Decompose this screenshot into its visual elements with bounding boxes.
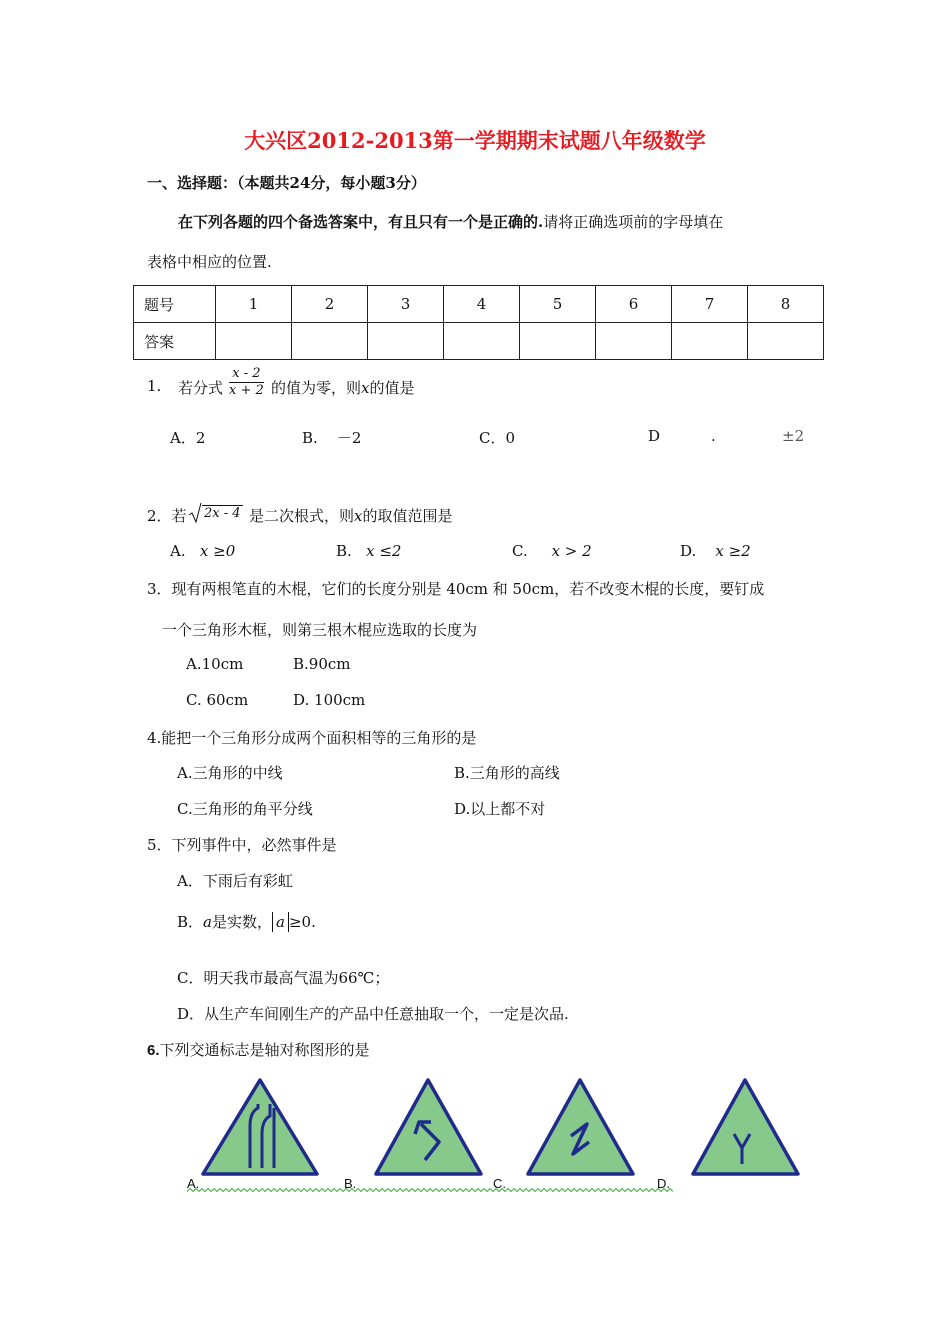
answer-cell[interactable] <box>216 323 292 360</box>
q1-option-b-value: －2 <box>336 429 362 447</box>
q2-sqrt <box>188 502 243 524</box>
table-cell-number: 1 <box>216 286 292 323</box>
q4-text: 4.能把一个三角形分成两个面积相等的三角形的是 <box>147 729 477 747</box>
instruction-rest: 请将正确选项前的字母填在 <box>543 213 724 231</box>
table-header-answer: 答案 <box>134 323 216 360</box>
q2-option-a-label: A. <box>170 542 186 560</box>
section-heading: 一、选择题：（本题共24分，每小题3分） <box>147 174 426 192</box>
q3-line1: 3．现有两根笔直的木棍，它们的长度分别是 40cm 和 50cm，若不改变木棍的长度，要钉成 <box>147 580 765 598</box>
q2-option-d-value: x ≥2 <box>715 542 751 560</box>
instruction-line2: 表格中相应的位置. <box>147 253 272 271</box>
page-title: 大兴区2012-2013第一学期期末试题八年级数学 <box>244 128 706 153</box>
answer-cell[interactable] <box>292 323 368 360</box>
q2-option-b-label: B. <box>336 542 352 560</box>
answer-cell[interactable] <box>444 323 520 360</box>
q5-text: 5．下列事件中，必然事件是 <box>147 836 337 854</box>
q5-option-a[interactable]: A．下雨后有彩虹 <box>177 872 293 890</box>
q4-option-a[interactable]: A.三角形的中线 <box>177 764 283 782</box>
table-cell-number: 6 <box>596 286 672 323</box>
table-cell-number: 4 <box>444 286 520 323</box>
sign-c-icon[interactable] <box>525 1078 635 1178</box>
q1-fraction <box>229 366 264 398</box>
answer-cell[interactable] <box>368 323 444 360</box>
answer-cell[interactable] <box>596 323 672 360</box>
answer-table <box>133 285 824 360</box>
q5-option-b-mid: 是实数， <box>211 913 272 931</box>
q5-option-d[interactable]: D．从生产车间刚生产的产品中任意抽取一个，一定是次品. <box>177 1005 569 1023</box>
q1-option-a[interactable]: A．2 <box>170 429 206 447</box>
table-header-question: 题号 <box>134 286 216 323</box>
q2-option-c[interactable] <box>512 542 592 560</box>
q5-option-b-variable: a <box>203 913 212 931</box>
q2-option-b-value: x ≤2 <box>366 542 402 560</box>
sign-d-icon[interactable] <box>690 1078 800 1178</box>
q1-number: 1. <box>147 377 162 395</box>
q4-option-c[interactable]: C.三角形的角平分线 <box>177 800 313 818</box>
q1-option-b[interactable] <box>302 427 361 448</box>
spellcheck-underline <box>187 1188 673 1192</box>
q2-option-d-label: D. <box>680 542 697 560</box>
q3-option-b[interactable]: B.90cm <box>293 655 351 673</box>
q1-option-d-dot: . <box>711 427 716 445</box>
q1-variable: x <box>361 379 370 397</box>
q1-option-b-label: B. <box>302 429 318 447</box>
q5-option-b-label: B． <box>177 913 204 931</box>
instruction-bold: 在下列各题的四个备选答案中，有且只有一个是正确的. <box>178 213 544 231</box>
instruction-line1 <box>178 211 723 232</box>
q1-prefix: 若分式 <box>178 379 224 397</box>
answer-cell[interactable] <box>748 323 824 360</box>
sign-a-label: A. <box>187 1176 200 1191</box>
fraction-numerator: x - 2 <box>229 366 264 383</box>
q6-text <box>147 1039 370 1060</box>
q2-option-a-value: x ≥0 <box>199 542 236 560</box>
q6-question: 下列交通标志是轴对称图形的是 <box>159 1041 370 1059</box>
q3-line2: 一个三角形木框，则第三根木棍应选取的长度为 <box>162 621 478 639</box>
fraction-denominator: x + 2 <box>229 383 264 398</box>
q1-option-d-label[interactable]: D <box>648 427 661 445</box>
q3-option-d[interactable]: D. 100cm <box>293 691 366 709</box>
q1-option-d-value: ±2 <box>782 427 805 445</box>
q2-text <box>249 505 453 526</box>
q5-option-b-suffix: ≥0. <box>288 913 316 931</box>
sqrt-radicand: 2x - 4 <box>204 506 241 521</box>
q2-option-b[interactable] <box>336 542 401 560</box>
q2-suffix-a: 是二次根式，则 <box>249 507 355 525</box>
q2-variable: x <box>354 507 363 525</box>
q5-option-b[interactable] <box>177 911 316 932</box>
q1-option-c[interactable]: C．0 <box>479 429 516 447</box>
table-cell-number: 7 <box>672 286 748 323</box>
q1-suffix-b: 的值是 <box>369 379 415 397</box>
q2-option-c-label: C. <box>512 542 528 560</box>
q5-absolute-value: a <box>272 912 289 932</box>
table-row <box>134 286 824 323</box>
q2-option-d[interactable] <box>680 542 751 560</box>
q2-number: 2．若 <box>147 507 187 525</box>
sqrt-sign-icon <box>188 502 202 524</box>
sign-c-label: C. <box>493 1176 506 1191</box>
table-row <box>134 323 824 360</box>
q3-option-a[interactable]: A.10cm <box>186 655 244 673</box>
q1-suffix-a: 的值为零，则 <box>271 379 362 397</box>
q1-text <box>271 377 415 398</box>
answer-cell[interactable] <box>520 323 596 360</box>
sign-d-label: D. <box>657 1176 670 1191</box>
q3-option-c[interactable]: C. 60cm <box>186 691 249 709</box>
q4-option-b[interactable]: B.三角形的高线 <box>454 764 560 782</box>
sign-a-icon[interactable] <box>200 1078 320 1178</box>
answer-cell[interactable] <box>672 323 748 360</box>
q2-suffix-b: 的取值范围是 <box>362 507 453 525</box>
q6-number: 6. <box>147 1042 160 1059</box>
table-cell-number: 8 <box>748 286 824 323</box>
table-cell-number: 2 <box>292 286 368 323</box>
sign-b-label: B. <box>344 1176 357 1191</box>
q2-option-c-value: x > 2 <box>551 542 592 560</box>
q4-option-d[interactable]: D.以上都不对 <box>454 800 546 818</box>
q5-option-c[interactable]: C．明天我市最高气温为66℃； <box>177 969 390 987</box>
table-cell-number: 3 <box>368 286 444 323</box>
q2-option-a[interactable] <box>170 542 235 560</box>
sign-b-icon[interactable] <box>373 1078 483 1178</box>
table-cell-number: 5 <box>520 286 596 323</box>
